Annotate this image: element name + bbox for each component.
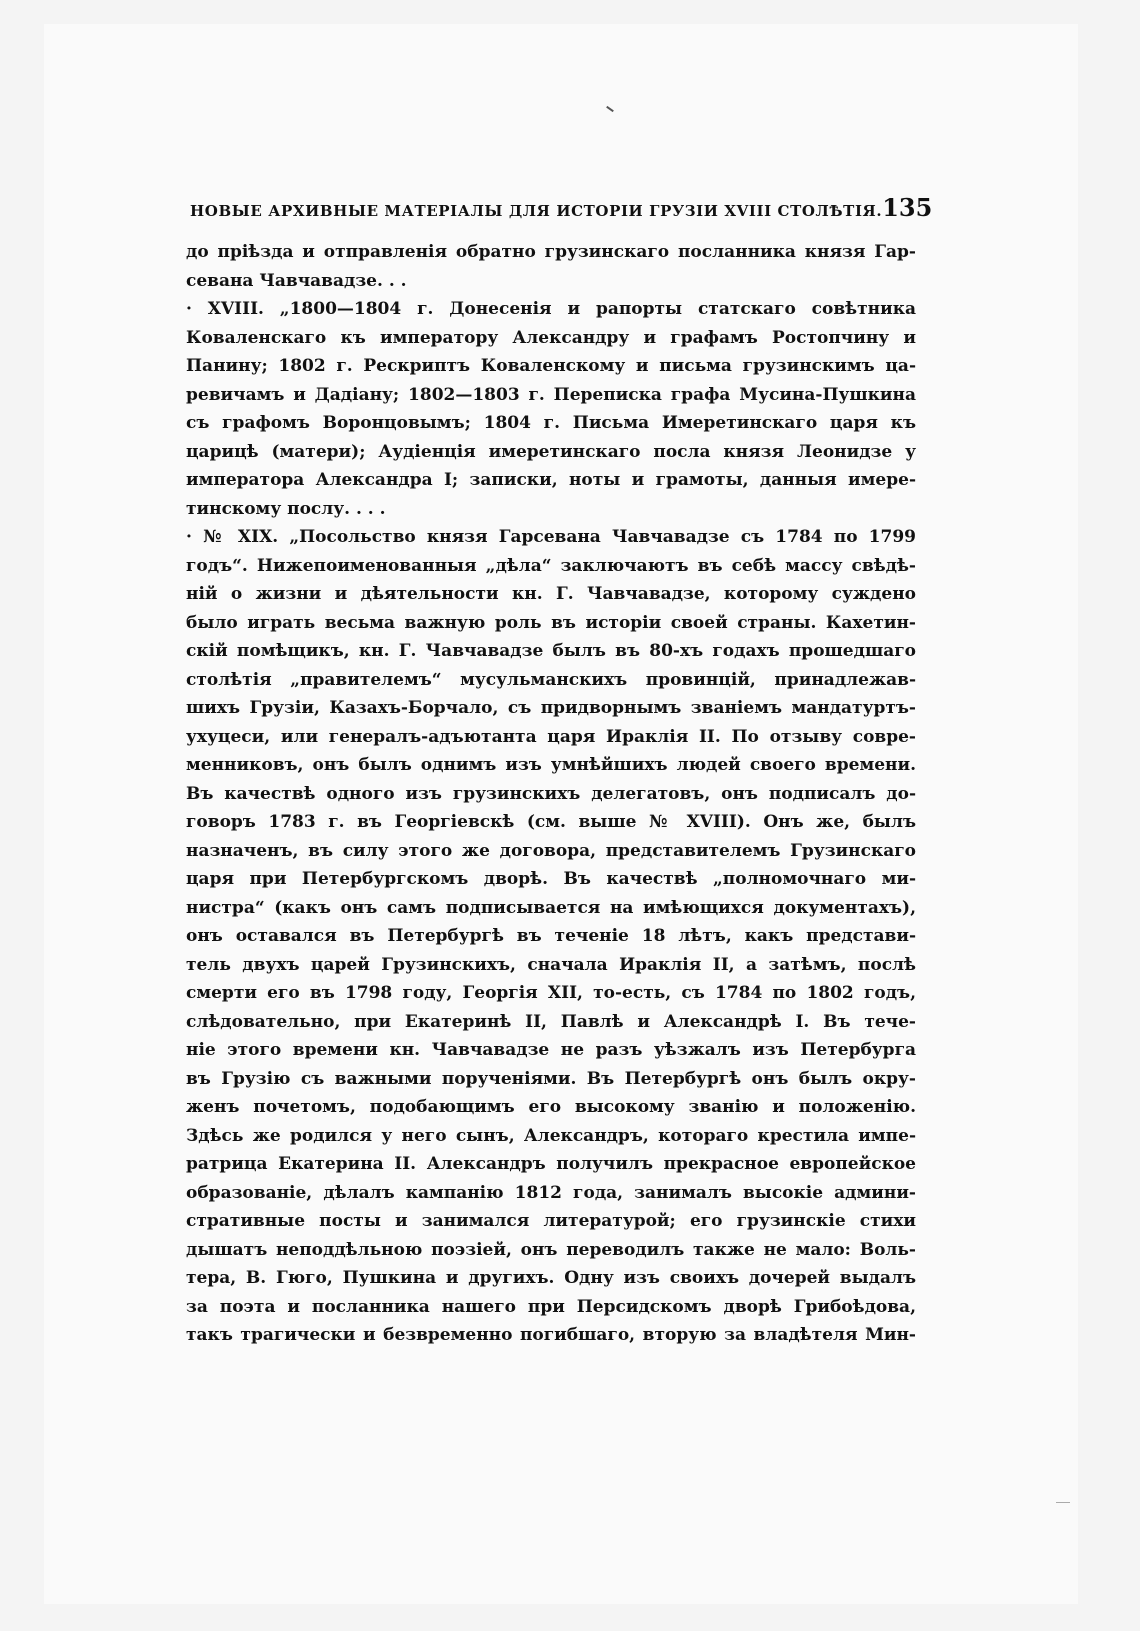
text-line: столѣтія „правителемъ“ мусульманскихъ провинцій, принадлежав- [186, 669, 916, 690]
text-line: Въ качествѣ одного изъ грузинскихъ делегатовъ, онъ подписалъ до- [186, 783, 916, 804]
text-line: смерти его въ 1798 году, Георгія XII, то-есть, съ 1784 по 1802 годъ, [186, 983, 916, 1003]
text-line: тера, В. Гюго, Пушкина и другихъ. Одну изъ своихъ дочерей выдалъ [186, 1268, 916, 1288]
text-line: до пріѣзда и отправленія обратно грузинскаго посланника князя Гар- [186, 242, 916, 262]
text-line: царицѣ (матери); Аудіенція имеретинскаго посла князя Леонидзе у [186, 441, 916, 462]
text-line: ухуцеси, или генералъ-адъютанта царя Ираклія II. По отзыву совре- [186, 726, 916, 747]
text-line: севана Чавчавадзе. . . [186, 270, 407, 291]
running-title: НОВЫЕ АРХИВНЫЕ МАТЕРІАЛЫ ДЛЯ ИСТОРІИ ГРУЗІИ XVIII СТОЛѢТІЯ. [190, 202, 883, 220]
text-line: Коваленскаго къ императору Александру и графамъ Ростопчину и [186, 327, 916, 348]
text-line: менниковъ, онъ былъ однимъ изъ умнѣйшихъ людей своего времени. [186, 755, 916, 775]
text-line: шихъ Грузіи, Казахъ-Борчало, съ придворнымъ званіемъ мандатуртъ- [186, 698, 916, 718]
text-line: · XVIII. „1800—1804 г. Донесенія и рапорты статскаго совѣтника [186, 299, 916, 319]
text-line: онъ оставался въ Петербургѣ въ теченіе 18 лѣтъ, какъ представи- [186, 926, 916, 946]
text-line: царя при Петербургскомъ дворѣ. Въ качествѣ „полномочнаго ми- [186, 869, 916, 889]
text-line: ратрица Екатерина II. Александръ получилъ прекрасное европейское [186, 1154, 916, 1174]
text-line: такъ трагически и безвременно погибшаго, вторую за владѣтеля Мин- [186, 1325, 916, 1345]
text-line: императора Александра I; записки, ноты и грамоты, данныя имере- [186, 470, 916, 490]
text-line: тель двухъ царей Грузинскихъ, сначала Ираклія II, а затѣмъ, послѣ [186, 954, 916, 975]
text-line: годъ“. Нижепоименованныя „дѣла“ заключаютъ въ себѣ массу свѣдѣ- [186, 555, 916, 576]
text-line: образованіе, дѣлалъ кампанію 1812 года, занималъ высокіе админи- [186, 1182, 916, 1203]
text-line: женъ почетомъ, подобающимъ его высокому званію и положенію. [186, 1097, 916, 1117]
text-line: ніе этого времени кн. Чавчавадзе не разъ уѣзжалъ изъ Петербурга [186, 1040, 916, 1060]
text-line: Панину; 1802 г. Рескриптъ Коваленскому и письма грузинскимъ ца- [186, 356, 916, 376]
text-line: за поэта и посланника нашего при Персидскомъ дворѣ Грибоѣдова, [186, 1296, 916, 1317]
text-line: нистра“ (какъ онъ самъ подписывается на имѣющихся документахъ), [186, 897, 916, 918]
text-line: назначенъ, въ силу этого же договора, представителемъ Грузинскаго [186, 840, 916, 861]
text-line: ревичамъ и Дадіану; 1802—1803 г. Переписка графа Мусина-Пушкина [186, 384, 916, 405]
text-line: Здѣсь же родился у него сынъ, Александръ, котораго крестила импе- [186, 1125, 916, 1146]
text-line: дышатъ неподдѣльною поэзіей, онъ переводилъ также не мало: Воль- [186, 1239, 916, 1260]
text-line: тинскому послу. . . . [186, 498, 386, 519]
text-line: · № XIX. „Посольство князя Гарсевана Чавчавадзе съ 1784 по 1799 [186, 527, 916, 547]
text-line: стративные посты и занимался литературой; его грузинскіе стихи [186, 1211, 916, 1231]
text-line: ній о жизни и дѣятельности кн. Г. Чавчавадзе, которому суждено [186, 584, 916, 604]
scan-mark [606, 106, 614, 112]
running-header [190, 193, 933, 227]
text-line: съ графомъ Воронцовымъ; 1804 г. Письма Имеретинскаго царя къ [186, 413, 916, 433]
text-line: было играть весьма важную роль въ исторіи своей страны. Кахетин- [186, 612, 916, 633]
scan-edge-mark [1056, 1502, 1070, 1503]
text-line: слѣдовательно, при Екатеринѣ II, Павлѣ и Александрѣ I. Въ тече- [186, 1011, 916, 1032]
text-line: скій помѣщикъ, кн. Г. Чавчавадзе былъ въ 80-хъ годахъ прошедшаго [186, 641, 916, 661]
text-line: говоръ 1783 г. въ Георгіевскѣ (см. выше № XVIII). Онъ же, былъ [186, 812, 916, 832]
page-number: 135 [882, 193, 933, 222]
text-line: въ Грузію съ важными порученіями. Въ Петербургѣ онъ былъ окру- [186, 1068, 916, 1089]
body-text [186, 238, 916, 1350]
